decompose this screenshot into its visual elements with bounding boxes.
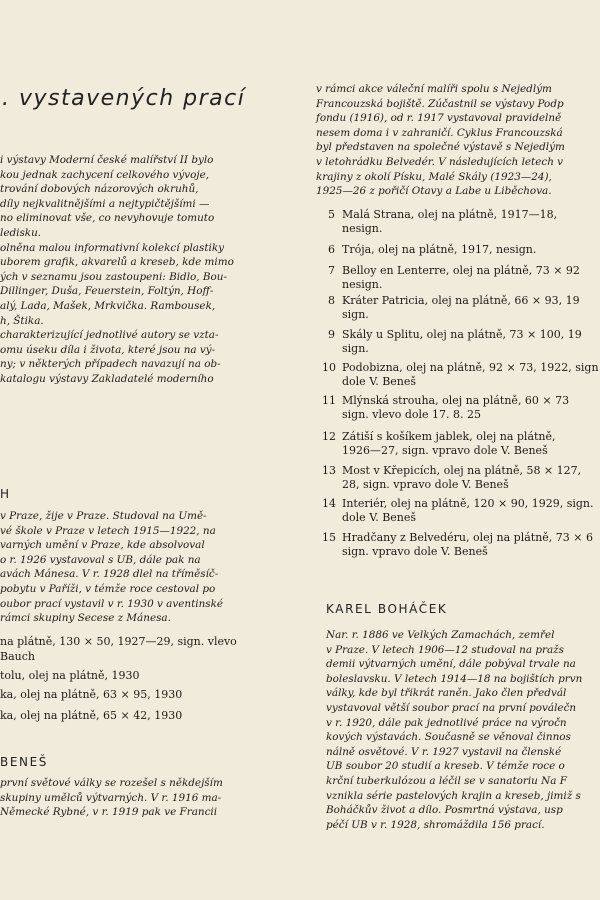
work-number: 11 [322, 394, 336, 407]
work-number: 13 [322, 464, 336, 477]
work-text: Trója, olej na plátně, 1917, nesign. [342, 243, 537, 256]
work-text: Skály u Splitu, olej na plátně, 73 × 100, 19 sign. [342, 328, 582, 355]
work-number: 8 [328, 294, 335, 307]
work-entry: na plátně, 130 × 50, 1927—29, sign. vlevo [0, 635, 237, 648]
work-number: 10 [322, 361, 336, 374]
work-text: Belloy en Lenterre, olej na plátně, 73 × 92 nesign. [342, 264, 580, 291]
artist-heading: BENEŠ [0, 755, 48, 769]
work-number: 7 [328, 264, 335, 277]
work-entry: ka, olej na plátně, 63 × 95, 1930 [0, 688, 183, 701]
artist-bio: Nar. r. 1886 ve Velkých Zamachách, zemřel v Praze. V letech 1906—12 studoval na pražs demii výtvarných umění, dále pobýval trvale na boleslavsku. V letech 1914—18 na bojištích prvn války, kde byl třikrát raněn. Jako člen předvál vystavoval větší soubor prací na první poválečn v r. 1920, dále pak jednotlivé práce na výročn kových výstavách. Současně se věnoval činnos nálně osvětové. V r. 1927 vystavil na členské UB soubor 20 studií a kreseb. V témže roce o krční tuberkulózou a léčil se v sanatoriu Na F vznikla série pastelových krajin a kreseb, jimiž s Boháčkův život a dílo. Posmrtná výstava, usp péčí UB v r. 1928, shromáždila 156 prací. [326, 629, 583, 831]
work-text: Interiér, olej na plátně, 120 × 90, 1929, sign. dole V. Beneš [342, 497, 594, 524]
work-number: 9 [328, 328, 335, 341]
intro-text: i výstavy Moderní české malířství II bylo kou jednak zachycení celkového vývoje, trování dobových názorových okruhů, díly nejkvalitnějšími a nejtypičtějšími — no eliminovat vše, co nevyhovuje tomuto ledisku. olněna malou informativní kolekcí plastiky uborem grafik, akvarelů a kreseb, kde mimo ých v seznamu jsou zastoupeni: Bidlo, Bou- Dillinger, Duša, Feuerstein, Foltýn, Hoff- alý, Lada, Mašek, Mrkvička. Rambousek, h, Štika. charakterizující jednotlivé autory se vzta- omu úseku díla i života, které jsou na vý- ny; v některých případech navazují na ob- katalogu výstavy Zakladatelé moderního [0, 154, 234, 385]
work-text: Podobizna, olej na plátně, 92 × 73, 1922, sign dole V. Beneš [342, 361, 599, 388]
work-text: Hradčany z Belvedéru, olej na plátně, 73 × 6 sign. vpravo dole V. Beneš [342, 531, 594, 558]
work-number: 12 [322, 430, 336, 443]
artist-heading: H [0, 487, 11, 501]
page-title: . vystavených prací [2, 86, 246, 111]
work-number: 15 [322, 531, 336, 544]
work-text: Kráter Patricia, olej na plátně, 66 × 93, 19 sign. [342, 294, 580, 321]
artist-bio: první světové války se rozešel s někdejším skupiny umělců výtvarných. V r. 1916 ma- Německé Rybné, v r. 1919 pak ve Francii [0, 777, 223, 819]
work-number: 6 [328, 243, 335, 256]
artist-bio: v Praze, žije v Praze. Studoval na Umě- vé škole v Praze v letech 1915—1922, na varných umění v Praze, kde absolvoval o r. 1926 vystavoval s UB, dále pak na avách Mánesa. V r. 1928 dlel na tříměsíč- pobytu v Paříži, v témže roce cestoval po oubor prací vystavil v r. 1930 v aventinské rámci skupiny Secese z Mánesa. [0, 510, 224, 625]
work-text: Mlýnská strouha, olej na plátně, 60 × 73 sign. vlevo dole 17. 8. 25 [342, 394, 570, 421]
work-entry: ka, olej na plátně, 65 × 42, 1930 [0, 709, 183, 722]
work-number: 5 [328, 208, 335, 221]
work-number: 14 [322, 497, 336, 510]
work-text: Most v Křepicích, olej na plátně, 58 × 127, 28, sign. vpravo dole V. Beneš [342, 464, 582, 491]
artist-bio-continued: v rámci akce váleční malíři spolu s Nejedlým Francouzská bojiště. Zúčastnil se výstavy Podp fondu (1916), od r. 1917 vystavoval pravidelně nesem doma i v zahraničí. Cyklus Francouzská byl představen na společné výstavě s Nejedlým v letohrádku Belvedér. V následujících letech v krajiny z okolí Písku, Malé Skály (1923—24), 1925—26 z pořičí Otavy a Labe u Liběchova. [316, 83, 565, 198]
work-entry: Bauch [0, 650, 35, 663]
work-entry: tolu, olej na plátně, 1930 [0, 669, 140, 682]
artist-heading: KAREL BOHÁČEK [326, 602, 448, 616]
work-text: Zátiší s košíkem jablek, olej na plátně, 1926—27, sign. vpravo dole V. Beneš [342, 430, 556, 457]
work-text: Malá Strana, olej na plátně, 1917—18, nesign. [342, 208, 558, 235]
